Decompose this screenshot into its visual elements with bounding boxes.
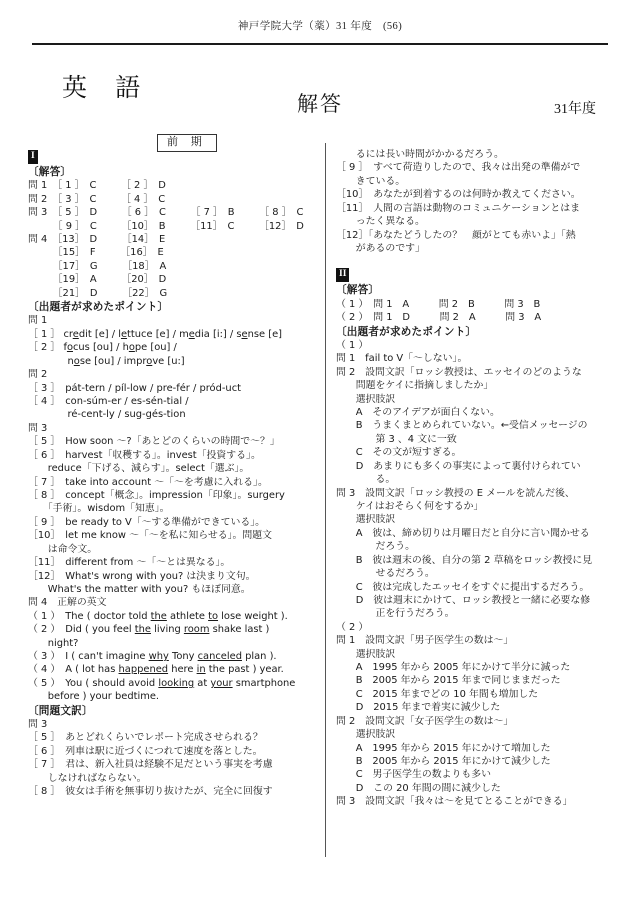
points-line: A 彼は、締め切りは月曜日だと自分に言い聞かせる xyxy=(336,527,590,539)
points-line: D この 20 年間の間に減少した xyxy=(336,782,501,794)
group-label: （ 2 ） xyxy=(336,621,369,633)
points-line: 問 3 設問文訳「ロッシ教授の E メールを読んだ後、 xyxy=(336,487,575,499)
points-line: （ 5 ） You ( should avoid looking at your smartphone xyxy=(28,677,296,689)
points-line: 正を行うだろう。 xyxy=(336,608,455,620)
section-marker xyxy=(28,148,316,165)
translation-line: ったく異なる。 xyxy=(336,216,425,228)
answer-row: ［19］ A ［20］ D xyxy=(28,274,167,286)
points-block-label: 問 3 xyxy=(28,422,48,434)
points-line: B 2005 年から 2015 年にかけて減少した xyxy=(336,755,551,767)
points-line: 第 3 、4 文に一致 xyxy=(336,433,457,445)
points-heading: 〔出題者が求めたポイント〕 xyxy=(336,325,477,338)
points-line: A そのアイデアが面白くない。 xyxy=(336,407,500,419)
points-line: 問 1 fail to V「～しない」。 xyxy=(336,353,468,365)
points-line: （ 4 ） A ( lot has happened here in the past ) year. xyxy=(28,664,284,676)
points-block-label: 問 1 xyxy=(28,315,48,327)
points-line: ［ 7 ］ take into account ～「～を考慮に入れる」。 xyxy=(28,476,268,488)
answer-row: （ 1 ） 問 1 A 問 2 B 問 3 B xyxy=(336,298,541,310)
translation-line: るには長い時間がかかるだろう。 xyxy=(336,149,504,160)
points-line: A 1995 年から 2005 年にかけて半分に減った xyxy=(336,662,571,674)
points-block-label: 問 4 正解の英文 xyxy=(28,597,107,609)
points-line: C 男子医学生の数よりも多い xyxy=(336,769,492,781)
answers-heading: 〔解答〕 xyxy=(336,284,380,297)
points-block-label: 問 2 xyxy=(28,369,48,381)
answer-row: （ 2 ） 問 1 D 問 2 A 問 3 A xyxy=(336,312,542,324)
points-line: る。 xyxy=(336,474,396,486)
year-label: 31年度 xyxy=(554,102,596,117)
points-line: ［ 1 ］ credit [e] / lettuce [e] / media [i:] / sense [e] xyxy=(28,328,282,340)
points-line: ［ 6 ］ harvest「収穫する」。invest「投資する」。 xyxy=(28,449,261,461)
points-line: 「手術」。wisdom「知恵」。 xyxy=(28,503,170,515)
points-line: before ) your bedtime. xyxy=(28,691,160,703)
points-line: 選択肢訳 xyxy=(336,514,396,526)
points-line: ［ 4 ］ con-súm-er / es-sén-tial / xyxy=(28,396,189,408)
points-line: C 彼は完成したエッセイをすぐに提出するだろう。 xyxy=(336,581,590,593)
points-line: （ 2 ） Did ( you feel the living room shake last ) xyxy=(28,624,270,636)
translation-line: ［ 8 ］ 彼女は手術を無事切り抜けたが、完全に回復す xyxy=(28,786,273,798)
points-line: 選択肢訳 xyxy=(336,729,396,741)
translation-line: しなければならない。 xyxy=(28,772,147,784)
points-line: D あまりにも多くの事実によって裏付けられてい xyxy=(336,460,581,472)
translation-line: きている。 xyxy=(336,175,406,187)
points-line: ［ 9 ］ be ready to V「～する準備ができている」。 xyxy=(28,516,266,528)
answer-row: 問 2 ［ 3 ］ C ［ 4 ］ C xyxy=(28,193,166,205)
section-marker xyxy=(336,266,624,283)
points-line: ［12］ What's wrong with you? は決まり文句。 xyxy=(28,570,256,582)
points-line: night? xyxy=(28,637,79,649)
answer-row: 問 4 ［13］ D ［14］ E xyxy=(28,234,166,246)
points-line: ［ 5 ］ How soon ～?「あとどのくらいの時間で～？」 xyxy=(28,436,280,448)
points-line: 選択肢訳 xyxy=(336,648,396,660)
term-badge: 前 期 xyxy=(157,134,217,152)
points-line: 選択肢訳 xyxy=(336,393,396,405)
translation-line: があるのです」 xyxy=(336,242,425,254)
answer-row: ［15］ F ［16］ E xyxy=(28,247,164,259)
points-heading: 〔出題者が求めたポイント〕 xyxy=(28,301,169,314)
points-line: D 2015 年まで着実に減少した xyxy=(336,702,501,714)
answer-row: 問 1 ［ 1 ］ C ［ 2 ］ D xyxy=(28,180,166,192)
points-line: A 1995 年から 2015 年にかけて増加した xyxy=(336,742,551,754)
points-line: ［11］ different from ～「～とは異なる」。 xyxy=(28,557,231,569)
points-line: nose [ou] / improve [u:] xyxy=(28,355,185,367)
translation-line: ［ 9 ］ すべて荷造りしたので、我々は出発の準備がで xyxy=(336,162,581,174)
spacer xyxy=(336,255,624,266)
points-line: 問 2 設問文訳「女子医学生の数は～」 xyxy=(336,715,514,727)
points-line: 問 1 設問文訳「男子医学生の数は～」 xyxy=(336,635,514,647)
page-title: 英 語 xyxy=(62,75,152,102)
points-line: D 彼は週末にかけて、ロッシ教授と一緒に必要な修 xyxy=(336,594,591,606)
points-line: C その文が短すぎる。 xyxy=(336,447,462,459)
translation-block-label: 問 3 xyxy=(28,719,48,731)
answer-row: ［ 9 ］ C ［10］ B ［11］ C ［12］ D xyxy=(28,220,304,232)
points-line: C 2015 年までどの 10 年間も増加した xyxy=(336,688,539,700)
translation-line: ［11］ 人間の言語は動物のコミュニケーションとはま xyxy=(336,202,581,214)
points-line: ［ 8 ］ concept「概念」。impression「印象」。surgery xyxy=(28,489,285,501)
right-column xyxy=(336,148,624,809)
points-line: 問 3 設問文訳「我々は～を見てとることができる」 xyxy=(336,796,573,808)
translation-line: ［ 7 ］ 君は、新入社員は経験不足だという事実を考慮 xyxy=(28,759,273,771)
roman-numeral-badge: II xyxy=(336,268,349,282)
left-column xyxy=(28,148,316,799)
translation-line: ［ 6 ］ 列車は駅に近づくにつれて速度を落とした。 xyxy=(28,745,263,757)
answers-heading: 〔解答〕 xyxy=(28,166,72,178)
column-divider xyxy=(325,143,326,857)
points-line: B 彼は週末の後、自分の第 2 草稿をロッシ教授に見 xyxy=(336,554,593,566)
answer-row: 問 3 ［ 5 ］ D ［ 6 ］ C ［ 7 ］ B ［ 8 ］ C xyxy=(28,207,304,219)
translation-heading: 〔問題文訳〕 xyxy=(28,704,93,717)
answer-row: ［21］ D ［22］ G xyxy=(28,287,168,299)
points-line: B 2005 年から 2015 年まで同じままだった xyxy=(336,675,561,687)
points-line: ［ 3 ］ pát-tern / píl-low / pre-fér / pród-uct xyxy=(28,382,241,394)
header-rule xyxy=(32,43,608,45)
translation-line: ［10］ あなたが到着するのは何時か教えてください。 xyxy=(336,189,581,201)
points-line: だろう。 xyxy=(336,541,416,553)
points-line: ［ 2 ］ focus [ou] / hope [ou] / xyxy=(28,342,177,354)
running-head: 神戸学院大学（薬）31 年度 (56) xyxy=(237,21,403,32)
points-line: ré-cent-ly / sug-gés-tion xyxy=(28,409,186,421)
points-line: B うまくまとめられていない。←受信メッセージの xyxy=(336,420,588,432)
points-line: は命令文。 xyxy=(28,543,98,555)
document-type-label: 解答 xyxy=(297,92,343,116)
points-line: （ 3 ） I ( can't imagine why Tony canceled plan ). xyxy=(28,651,277,663)
points-line: ［10］ let me know ～「～を私に知らせる」。問題文 xyxy=(28,530,273,542)
translation-line: ［ 5 ］ あとどれくらいでレポート完成させられる？ xyxy=(28,732,263,744)
points-line: （ 1 ） The ( doctor told the athlete to lose weight ). xyxy=(28,610,288,622)
group-label: （ 1 ） xyxy=(336,339,369,351)
points-line: せるだろう。 xyxy=(336,568,435,580)
answer-row: ［17］ G ［18］ A xyxy=(28,260,167,272)
points-line: What's the matter with you? もほぼ同意。 xyxy=(28,583,251,595)
points-line: reduce「下げる、減らす」。select「選ぶ」。 xyxy=(28,463,250,475)
roman-numeral-badge: I xyxy=(28,150,38,164)
points-line: 問題をケイに指摘しましたか」 xyxy=(336,380,494,392)
translation-line: ［12］「あなたどうしたの？ 顔がとても赤いよ」「熱 xyxy=(336,229,576,241)
points-line: ケイはおそらく何をするか」 xyxy=(336,500,484,512)
points-line: 問 2 設問文訳「ロッシ教授は、エッセイのどのような xyxy=(336,366,582,378)
